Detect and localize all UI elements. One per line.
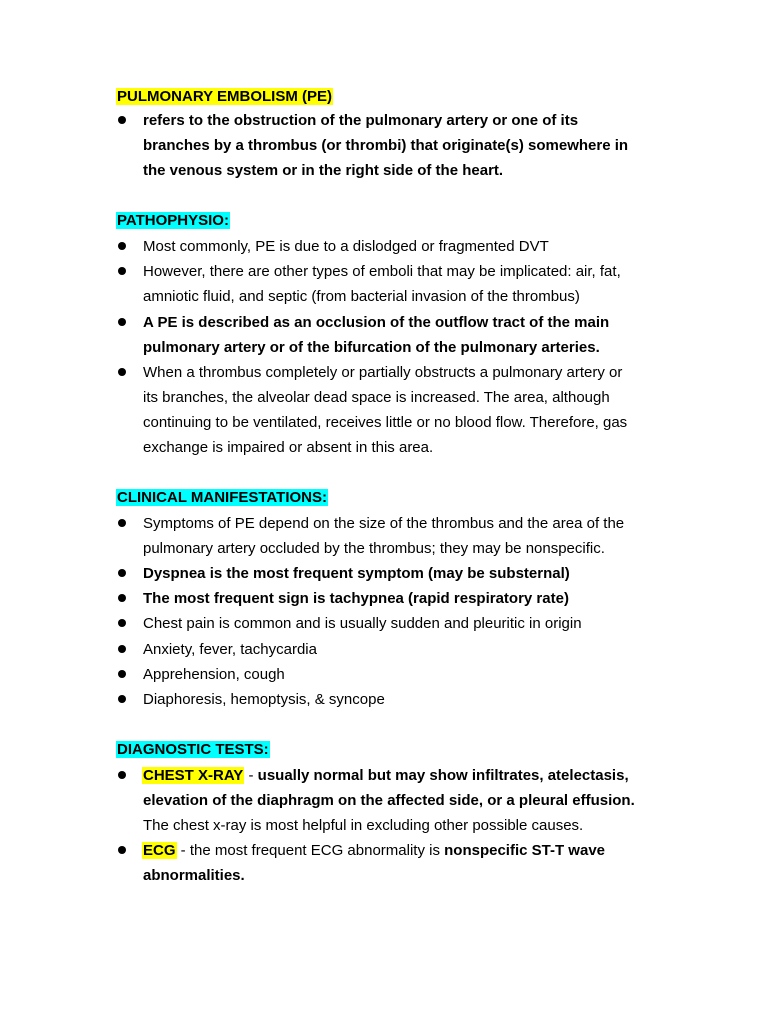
diag-bullet1-line2: elevation of the diaphragm on the affected side, or a pleural effusion. — [143, 792, 635, 809]
clinical-bullet4-line1: Chest pain is common and is usually sudden and pleuritic in origin — [143, 615, 582, 632]
heading-text: PATHOPHYSIO: — [117, 212, 229, 229]
bullet-icon — [118, 771, 126, 779]
bullet-icon — [118, 569, 126, 577]
diag-bullet2-line2: abnormalities. — [143, 867, 245, 884]
bullet-icon — [118, 267, 126, 275]
clinical-bullet6-line1: Apprehension, cough — [143, 666, 285, 683]
bullet-icon — [118, 368, 126, 376]
bullet-icon — [118, 318, 126, 326]
ecg-bold-desc: nonspecific ST-T wave — [444, 842, 606, 859]
bullet-icon — [118, 846, 126, 854]
chest-xray-desc: usually normal but may show infiltrates, atelectasis, — [257, 767, 629, 784]
chest-xray-label: CHEST X-RAY — [143, 767, 244, 784]
bullet-icon — [118, 670, 126, 678]
section-heading-clinical — [116, 489, 328, 507]
heading-text: DIAGNOSTIC TESTS: — [117, 741, 269, 758]
bullet-icon — [118, 116, 126, 124]
bullet-icon — [118, 645, 126, 653]
heading-text: CLINICAL MANIFESTATIONS: — [117, 489, 327, 506]
bullet-icon — [118, 695, 126, 703]
clinical-bullet1-line1: Symptoms of PE depend on the size of the thrombus and the area of the — [143, 515, 625, 532]
clinical-bullet2-line1: Dyspnea is the most frequent symptom (may be substernal) — [143, 565, 570, 582]
patho-bullet2-line2: amniotic fluid, and septic (from bacterial invasion of the thrombus) — [143, 288, 580, 305]
pe-bullet1-line1: refers to the obstruction of the pulmonary artery or one of its — [143, 112, 579, 129]
patho-bullet3-line2: pulmonary artery or of the bifurcation of the pulmonary arteries. — [143, 339, 600, 356]
separator-text: - — [244, 767, 258, 784]
clinical-bullet5-line1: Anxiety, fever, tachycardia — [143, 641, 317, 658]
clinical-bullet3-line1: The most frequent sign is tachypnea (rapid respiratory rate) — [143, 590, 569, 607]
bullet-icon — [118, 619, 126, 627]
patho-bullet2-line1: However, there are other types of emboli that may be implicated: air, fat, — [143, 263, 621, 280]
pe-bullet1-line3: the venous system or in the right side of the heart. — [143, 162, 504, 179]
clinical-bullet7-line1: Diaphoresis, hemoptysis, & syncope — [143, 691, 385, 708]
pe-bullet1-line2: branches by a thrombus (or thrombi) that originate(s) somewhere in — [143, 137, 629, 154]
patho-bullet3-line1: A PE is described as an occlusion of the outflow tract of the main — [143, 314, 610, 331]
section-heading-diagnostic — [116, 741, 270, 759]
heading-text: PULMONARY EMBOLISM (PE) — [117, 88, 333, 105]
bullet-icon — [118, 242, 126, 250]
diag-bullet2-line1 — [142, 842, 605, 860]
bullet-icon — [118, 519, 126, 527]
patho-bullet4-line2: its branches, the alveolar dead space is increased. The area, although — [143, 389, 610, 406]
bullet-icon — [118, 594, 126, 602]
ecg-desc: - the most frequent ECG abnormality is — [176, 842, 445, 859]
patho-bullet4-line4: exchange is impaired or absent in this area. — [143, 439, 434, 456]
ecg-label: ECG — [143, 842, 176, 859]
diag-bullet1-line3: The chest x-ray is most helpful in excluding other possible causes. — [143, 817, 584, 834]
section-heading-pe — [116, 88, 333, 106]
patho-bullet4-line3: continuing to be ventilated, receives little or no blood flow. Therefore, gas — [143, 414, 628, 431]
clinical-bullet1-line2: pulmonary artery occluded by the thrombus; they may be nonspecific. — [143, 540, 605, 557]
section-heading-pathophysio — [116, 212, 230, 230]
patho-bullet1-line1: Most commonly, PE is due to a dislodged or fragmented DVT — [143, 238, 549, 255]
patho-bullet4-line1: When a thrombus completely or partially obstructs a pulmonary artery or — [143, 364, 623, 381]
diag-bullet1-line1 — [142, 767, 629, 785]
